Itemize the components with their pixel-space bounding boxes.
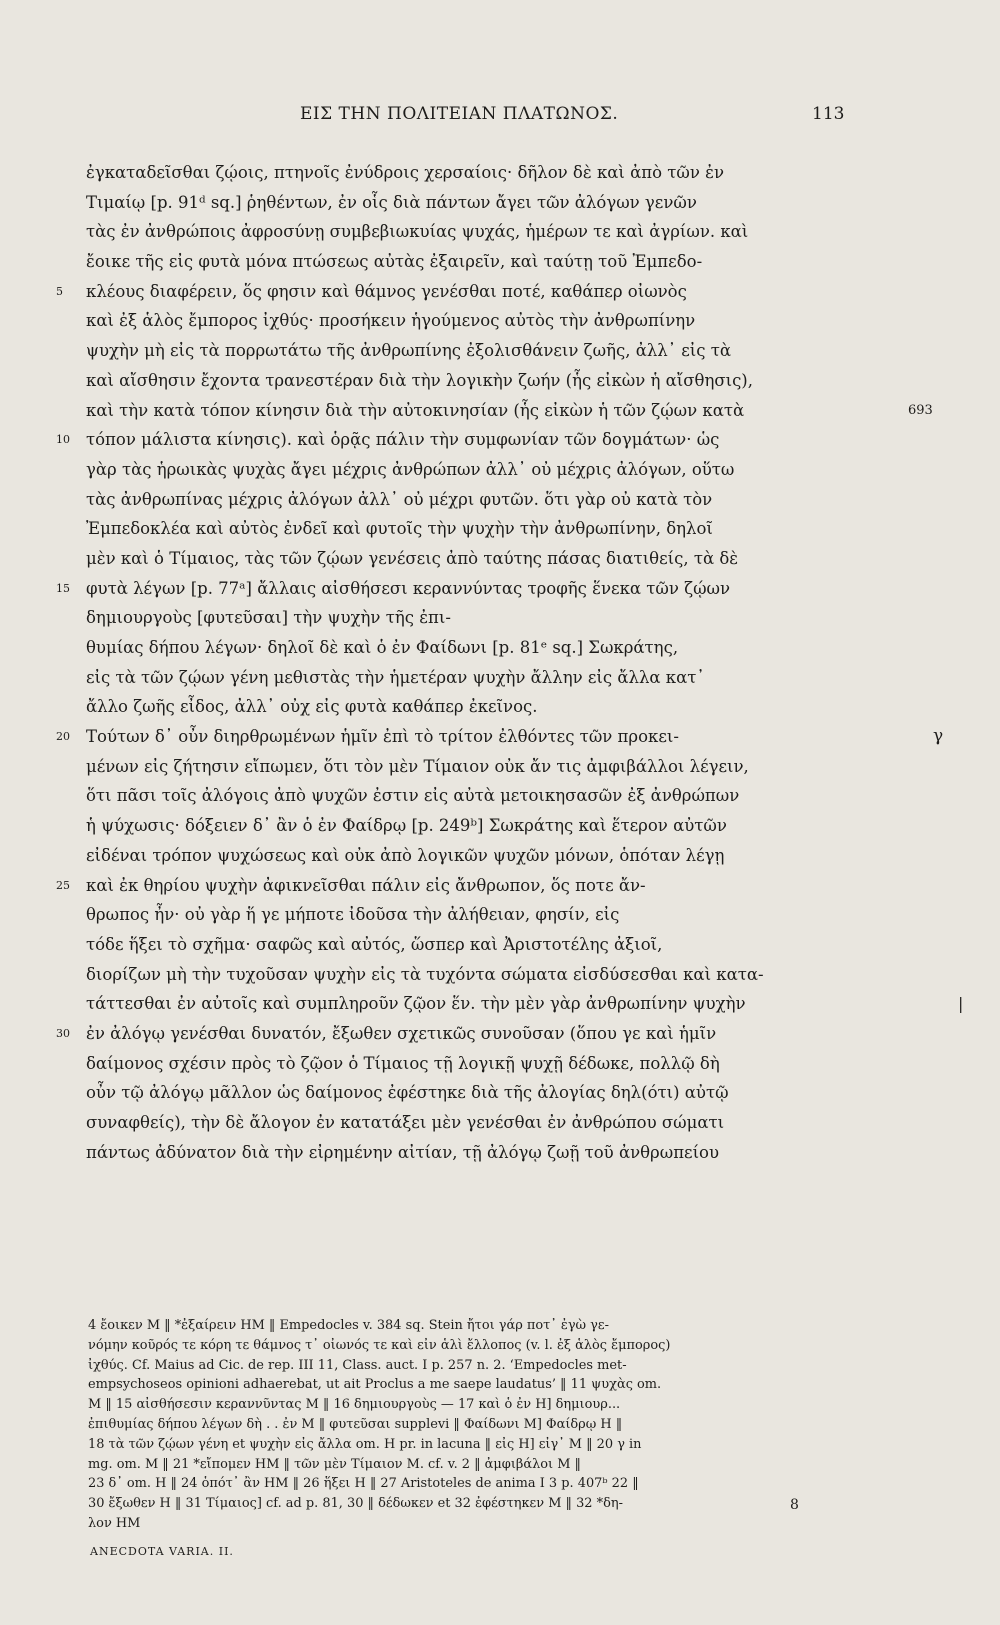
main-text <box>0 158 1000 1167</box>
footnote-line: ἐπιθυμίας δήπου λέγων δὴ . . ἐν M ‖ φυτεῦσαι supplevi ‖ Φαίδωνι M] Φαίδρῳ H ‖ <box>88 1416 623 1432</box>
line-text: καὶ ἐξ ἁλὸς ἔμπορος ἰχθύς· προσήκειν ἡγούμενος αὐτὸς τὴν ἀνθρωπίνην <box>86 311 696 331</box>
text-line <box>0 1078 1000 1108</box>
line-text: γὰρ τὰς ἡρωικὰς ψυχὰς ἄγει μέχρις ἀνθρώπων ἀλλ᾽ οὐ μέχρις ἀλόγων, οὕτω <box>86 459 735 479</box>
line-text: μένων εἰς ζήτησιν εἴπωμεν, ὅτι τὸν μὲν Τίμαιον οὐκ ἄν τις ἀμφιβάλλοι λέγειν, <box>86 756 749 776</box>
footnote-line: 30 ἔξωθεν H ‖ 31 Τίμαιος] cf. ad p. 81, 30 ‖ δέδωκεν et 32 ἐφέστηκεν M ‖ 32 *δη- <box>88 1496 623 1512</box>
text-line <box>0 603 1000 633</box>
text-line <box>0 544 1000 574</box>
line-text: ἄλλο ζωῆς εἶδος, ἀλλ᾽ οὐχ εἰς φυτὰ καθάπερ ἐκεῖνος. <box>86 697 538 717</box>
text-line <box>0 633 1000 663</box>
text-line <box>0 247 1000 277</box>
footnotes <box>88 1316 868 1534</box>
signature-mark: 8 <box>790 1497 799 1513</box>
line-text: δημιουργοὺς [φυτεῦσαι] τὴν ψυχὴν τῆς ἐπι- <box>86 608 451 628</box>
line-text: τόπον μάλιστα κίνησις). καὶ ὁρᾷς πάλιν τὴν συμφωνίαν τῶν δογμάτων· ὡς <box>86 430 720 450</box>
margin-note: 693 <box>908 402 933 418</box>
text-line <box>0 306 1000 336</box>
text-line <box>0 188 1000 218</box>
page-number: 113 <box>812 104 845 124</box>
footnote-line: νόμην κοῦρός τε κόρη τε θάμνος τ᾽ οἰωνός τε καὶ εἰν ἁλὶ ἔλλοπος (v. l. ἐξ ἁλὸς ἔμπορος) <box>88 1337 671 1353</box>
line-number: 15 <box>56 581 70 595</box>
line-text: τάττεσθαι ἐν αὐτοῖς καὶ συμπληροῦν ζῷον ἕν. τὴν μὲν γὰρ ἀνθρωπίνην ψυχὴν <box>86 994 746 1014</box>
line-text: συναφθείς), τὴν δὲ ἄλογον ἐν κατατάξει μὲν γενέσθαι ἐν ἀνθρώπου σώματι <box>86 1113 725 1132</box>
line-text: Τιμαίῳ [p. 91ᵈ sq.] ῥηθέντων, ἐν οἷς διὰ πάντων ἄγει τῶν ἀλόγων γενῶν <box>86 192 697 212</box>
line-text: τὰς ἐν ἀνθρώποις ἀφροσύνῃ συμβεβιωκυίας ψυχάς, ἡμέρων τε καὶ ἀγρίων. καὶ <box>86 222 749 242</box>
text-line <box>0 158 1000 188</box>
footnote-line: 23 δ᾽ om. H ‖ 24 ὁπότ᾽ ἂν HM ‖ 26 ἥξει H ‖ 27 Aristoteles de anima I 3 p. 407ᵇ 22 ‖ <box>88 1476 639 1492</box>
line-text: κλέους διαφέρειν, ὅς φησιν καὶ θάμνος γενέσθαι ποτέ, καθάπερ οἰωνὸς <box>86 281 687 301</box>
margin-note: γ <box>933 726 944 747</box>
text-line <box>0 396 1000 426</box>
line-text: Ἐμπεδοκλέα καὶ αὐτὸς ἐνδεῖ καὶ φυτοῖς τὴν ψυχὴν τὴν ἀνθρωπίνην, δηλοῖ <box>86 519 713 539</box>
text-line <box>0 277 1000 307</box>
line-text: δαίμονος σχέσιν πρὸς τὸ ζῷον ὁ Τίμαιος τῇ λογικῇ ψυχῇ δέδωκε, πολλῷ δὴ <box>86 1053 720 1073</box>
text-line <box>0 1108 1000 1138</box>
text-line <box>0 692 1000 722</box>
text-line <box>0 841 1000 871</box>
line-text: εἰδέναι τρόπον ψυχώσεως καὶ οὐκ ἀπὸ λογικῶν ψυχῶν μόνων, ὁπόταν λέγῃ <box>86 845 725 865</box>
line-text: ἡ ψύχωσις· δόξειεν δ᾽ ἂν ὁ ἐν Φαίδρῳ [p. 249ᵇ] Σωκράτης καὶ ἕτερον αὐτῶν <box>86 816 727 836</box>
line-text: Τούτων δ᾽ οὖν διηρθρωμένων ἡμῖν ἐπὶ τὸ τρίτον ἐλθόντες τῶν προκει- <box>86 727 679 747</box>
line-text: καὶ αἴσθησιν ἔχοντα τρανεστέραν διὰ τὴν λογικὴν ζωήν (ἧς εἰκὼν ἡ αἴσθησις), <box>86 370 753 390</box>
line-text: ὅτι πᾶσι τοῖς ἀλόγοις ἀπὸ ψυχῶν ἐστιν εἰς αὐτὰ μετοικησασῶν ἐξ ἀνθρώπων <box>86 786 740 806</box>
line-text: φυτὰ λέγων [p. 77ᵃ] ἄλλαις αἰσθήσεσι κεραννύντας τροφῆς ἕνεκα τῶν ζῴων <box>86 578 731 598</box>
line-text: καὶ ἐκ θηρίου ψυχὴν ἀφικνεῖσθαι πάλιν εἰς ἄνθρωπον, ὅς ποτε ἄν- <box>86 875 646 895</box>
line-text: οὖν τῷ ἀλόγῳ μᾶλλον ὡς δαίμονος ἐφέστηκε διὰ τῆς ἀλογίας δηλ(ότι) αὐτῷ <box>86 1083 729 1103</box>
text-line <box>0 871 1000 901</box>
line-number: 20 <box>56 730 70 744</box>
footnote-line: mg. om. M ‖ 21 *εἴπομεν HM ‖ τῶν μὲν Τίμαιον M. cf. v. 2 ‖ ἀμφιβάλοι M ‖ <box>88 1456 582 1472</box>
line-number: 30 <box>56 1026 70 1040</box>
line-text: θυμίας δήπου λέγων· δηλοῖ δὲ καὶ ὁ ἐν Φαίδωνι [p. 81ᵉ sq.] Σωκράτης, <box>86 638 679 657</box>
line-text: καὶ τὴν κατὰ τόπον κίνησιν διὰ τὴν αὐτοκινησίαν (ἧς εἰκὼν ἡ τῶν ζῴων κατὰ <box>86 400 745 420</box>
margin-note: | <box>958 994 964 1014</box>
text-line <box>0 574 1000 604</box>
footnote-line: 18 τὰ τῶν ζῴων γένη et ψυχὴν εἰς ἄλλα om. H pr. in lacuna ‖ εἰς H] εἰγ᾽ M ‖ 20 γ in <box>88 1436 642 1452</box>
line-number: 25 <box>56 878 70 892</box>
text-line <box>0 1019 1000 1049</box>
line-text: θρωπος ἦν· οὐ γὰρ ἥ γε μήποτε ἰδοῦσα τὴν ἀλήθειαν, φησίν, εἰς <box>86 905 620 925</box>
text-line <box>0 752 1000 782</box>
line-text: ἐγκαταδεῖσθαι ζῴοις, πτηνοῖς ἐνύδροις χερσαίοις· δῆλον δὲ καὶ ἀπὸ τῶν ἐν <box>86 163 725 182</box>
text-line <box>0 960 1000 990</box>
line-text: ἐν ἀλόγῳ γενέσθαι δυνατόν, ἔξωθεν σχετικῶς συνοῦσαν (ὅπου γε καὶ ἡμῖν <box>86 1023 717 1043</box>
line-text: πάντως ἀδύνατον διὰ τὴν εἰρημένην αἰτίαν, τῇ ἀλόγῳ ζωῇ τοῦ ἀνθρωπείου <box>86 1142 720 1162</box>
text-line <box>0 425 1000 455</box>
footnote-line: λον HM <box>88 1515 141 1531</box>
text-line <box>0 366 1000 396</box>
footer-imprint: ANECDOTA VARIA. II. <box>90 1545 234 1558</box>
text-line <box>0 217 1000 247</box>
text-line <box>0 1138 1000 1168</box>
text-line <box>0 900 1000 930</box>
line-text: διορίζων μὴ τὴν τυχοῦσαν ψυχὴν εἰς τὰ τυχόντα σώματα εἰσδύσεσθαι καὶ κατα- <box>86 964 764 984</box>
text-line <box>0 989 1000 1019</box>
text-line <box>0 455 1000 485</box>
text-line <box>0 336 1000 366</box>
footnote-line: empsychoseos opinioni adhaerebat, ut ait Proclus a me saepe laudatus’ ‖ 11 ψυχὰς om. <box>88 1377 662 1393</box>
line-number: 10 <box>56 433 70 447</box>
text-line <box>0 514 1000 544</box>
text-line <box>0 485 1000 515</box>
text-line <box>0 781 1000 811</box>
footnote-line: M ‖ 15 αἰσθήσεσιν κεραννῦντας M ‖ 16 δημιουργοὺς — 17 καὶ ὁ ἐν H] δημιουρ... <box>88 1397 621 1413</box>
line-text: ψυχὴν μὴ εἰς τὰ πορρωτάτω τῆς ἀνθρωπίνης ἐξολισθάνειν ζωῆς, ἀλλ᾽ εἰς τὰ <box>86 341 732 361</box>
line-text: εἰς τὰ τῶν ζῴων γένη μεθιστὰς τὴν ἡμετέραν ψυχὴν ἄλλην εἰς ἄλλα κατ᾽ <box>86 667 705 687</box>
text-line <box>0 930 1000 960</box>
text-line <box>0 722 1000 752</box>
running-title: ΕΙΣ ΤΗΝ ΠΟΛΙΤΕΙΑΝ ΠΛΑΤΩΝΟΣ. <box>300 104 619 124</box>
text-line <box>0 811 1000 841</box>
line-text: τόδε ἥξει τὸ σχῆμα· σαφῶς καὶ αὐτός, ὥσπερ καὶ Ἀριστοτέλης ἀξιοῖ, <box>86 934 663 954</box>
text-line <box>0 663 1000 693</box>
footnote-line: ἰχθύς. Cf. Maius ad Cic. de rep. III 11, Class. auct. I p. 257 n. 2. ‘Empedocles met- <box>88 1357 627 1373</box>
line-text: μὲν καὶ ὁ Τίμαιος, τὰς τῶν ζῴων γενέσεις ἀπὸ ταύτης πάσας διατιθείς, τὰ δὲ <box>86 548 739 568</box>
line-text: τὰς ἀνθρωπίνας μέχρις ἀλόγων ἀλλ᾽ οὐ μέχρι φυτῶν. ὅτι γὰρ οὐ κατὰ τὸν <box>86 489 713 509</box>
footnote-line: 4 ἔοικεν M ‖ *ἐξαίρειν HM ‖ Empedocles v. 384 sq. Stein ἤτοι γάρ ποτ᾽ ἐγὼ γε- <box>88 1318 609 1333</box>
line-number: 5 <box>56 284 63 298</box>
text-line <box>0 1049 1000 1079</box>
line-text: ἔοικε τῆς εἰς φυτὰ μόνα πτώσεως αὐτὰς ἐξαιρεῖν, καὶ ταύτῃ τοῦ Ἐμπεδο- <box>86 252 703 272</box>
